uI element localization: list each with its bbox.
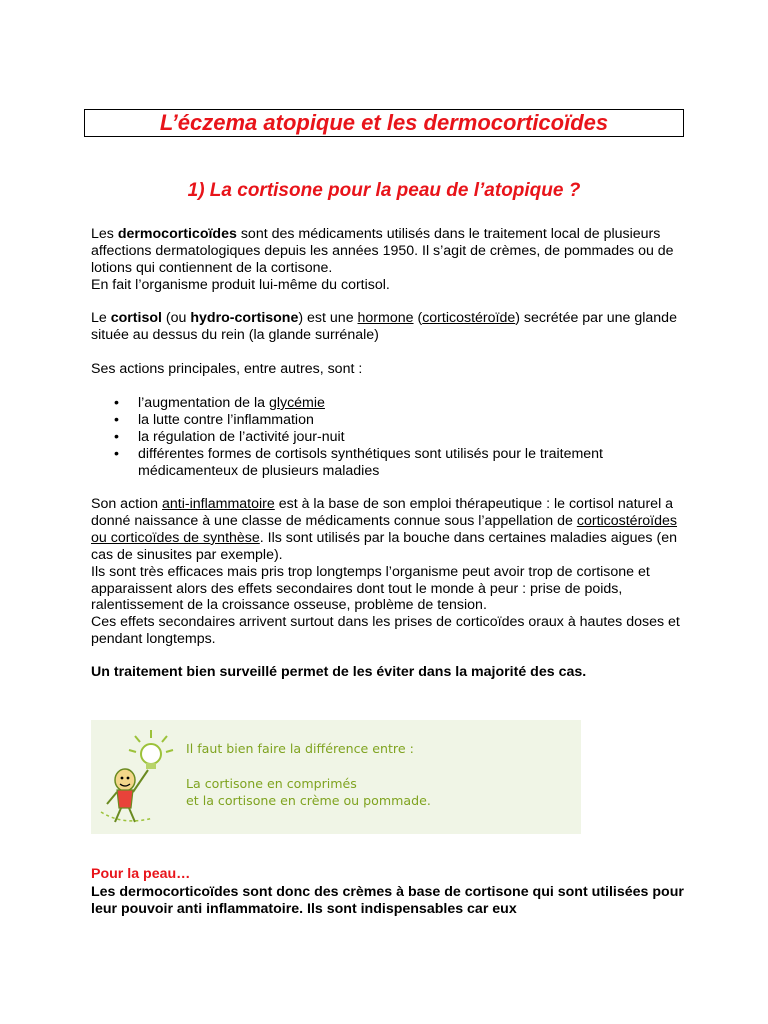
text-run: ) secrétée par une glande située au dessus du rein (la glande surrénale) <box>91 310 677 343</box>
document-title: L’éczema atopique et les dermocorticoïdes <box>84 109 684 137</box>
text-run: Le <box>91 310 111 326</box>
text-run: sont des médicaments utilisés dans le traitement local de plusieurs affections dermatologiques depuis les années 1950. Il s’agit de crèmes, de pommades ou de lotions qui contiennent de la cortisone. <box>91 226 674 276</box>
text-run: . Ils sont utilisés par la bouche dans certaines maladies aigues (en cas de sinusites par exemple). <box>91 529 677 563</box>
bold-term: hydro-cortisone <box>190 310 299 326</box>
text-run: En fait l’organisme produit lui-même du cortisol. <box>91 276 390 293</box>
callout-line-3: et la cortisone en crème ou pommade. <box>186 793 431 808</box>
bold-term: dermocorticoïdes <box>117 226 237 242</box>
text-run: ) est une <box>298 310 358 326</box>
text-run: l’augmentation de la <box>138 395 269 411</box>
section-heading: 1) La cortisone pour la peau de l’atopique ? <box>187 180 581 201</box>
callout-box <box>91 720 581 834</box>
text-run: (ou <box>161 310 191 326</box>
paragraph-anti-inflammatoire <box>91 496 691 648</box>
list-item <box>91 412 691 429</box>
corticosteroide-link[interactable]: corticostéroïde <box>422 310 516 326</box>
text-run: est à la base de son emploi thérapeutique : le cortisol naturel a donné naissance à une classe de médicaments connue sous l’appellation de <box>91 496 674 529</box>
corticosteroides-link[interactable]: corticostéroïdes ou corticoïdes de synthèse <box>91 512 678 546</box>
bullet-icon: • <box>114 445 119 462</box>
callout-line-1: Il faut bien faire la différence entre : <box>186 741 414 756</box>
text-run: la régulation de l’activité jour-nuit <box>138 428 345 445</box>
text-run: Les <box>91 226 118 242</box>
paragraph-intro <box>91 226 691 294</box>
bold-term: cortisol <box>110 310 162 326</box>
list-item <box>91 395 691 412</box>
bullet-icon: • <box>114 395 119 411</box>
hormone-link[interactable]: hormone <box>357 310 414 326</box>
actions-list <box>91 395 691 480</box>
text-run: Son action <box>91 496 162 512</box>
text-run: la lutte contre l’inflammation <box>138 411 314 428</box>
paragraph-cortisol <box>91 310 691 344</box>
list-item <box>91 446 691 480</box>
list-item <box>91 429 691 446</box>
paragraph-actions-intro: Ses actions principales, entre autres, sont : <box>91 361 363 377</box>
text-run: Ces effets secondaires arrivent surtout dans les prises de corticoïdes oraux à hautes doses et pendant longtemps. <box>91 614 680 648</box>
bullet-icon: • <box>114 411 119 428</box>
text-run: ( <box>413 310 423 326</box>
peau-heading: Pour la peau… <box>91 866 191 882</box>
callout-line-2: La cortisone en comprimés <box>186 776 357 791</box>
lightbulb-character-icon <box>93 728 183 828</box>
bullet-icon: • <box>114 428 119 445</box>
text-run: Ils sont très efficaces mais pris trop longtemps l’organisme peut avoir trop de cortisone et apparaissent alors des effets secondaires dont tout le monde à peur : prise de poids, ralentissement de la croissance osseuse, problème de tension. <box>91 563 650 614</box>
paragraph-peau: Les dermocorticoïdes sont donc des crèmes à base de cortisone qui sont utilisées pour leur pouvoir anti inflammatoire. Ils sont indispensables car eux <box>91 884 684 917</box>
anti-inflammatoire-link[interactable]: anti-inflammatoire <box>162 496 275 512</box>
text-run: différentes formes de cortisols synthétiques sont utilisés pour le traitement médicamenteux de plusieurs maladies <box>138 445 604 479</box>
paragraph-conclusion: Un traitement bien surveillé permet de les éviter dans la majorité des cas. <box>91 664 587 680</box>
glycemie-link[interactable]: glycémie <box>268 395 325 411</box>
